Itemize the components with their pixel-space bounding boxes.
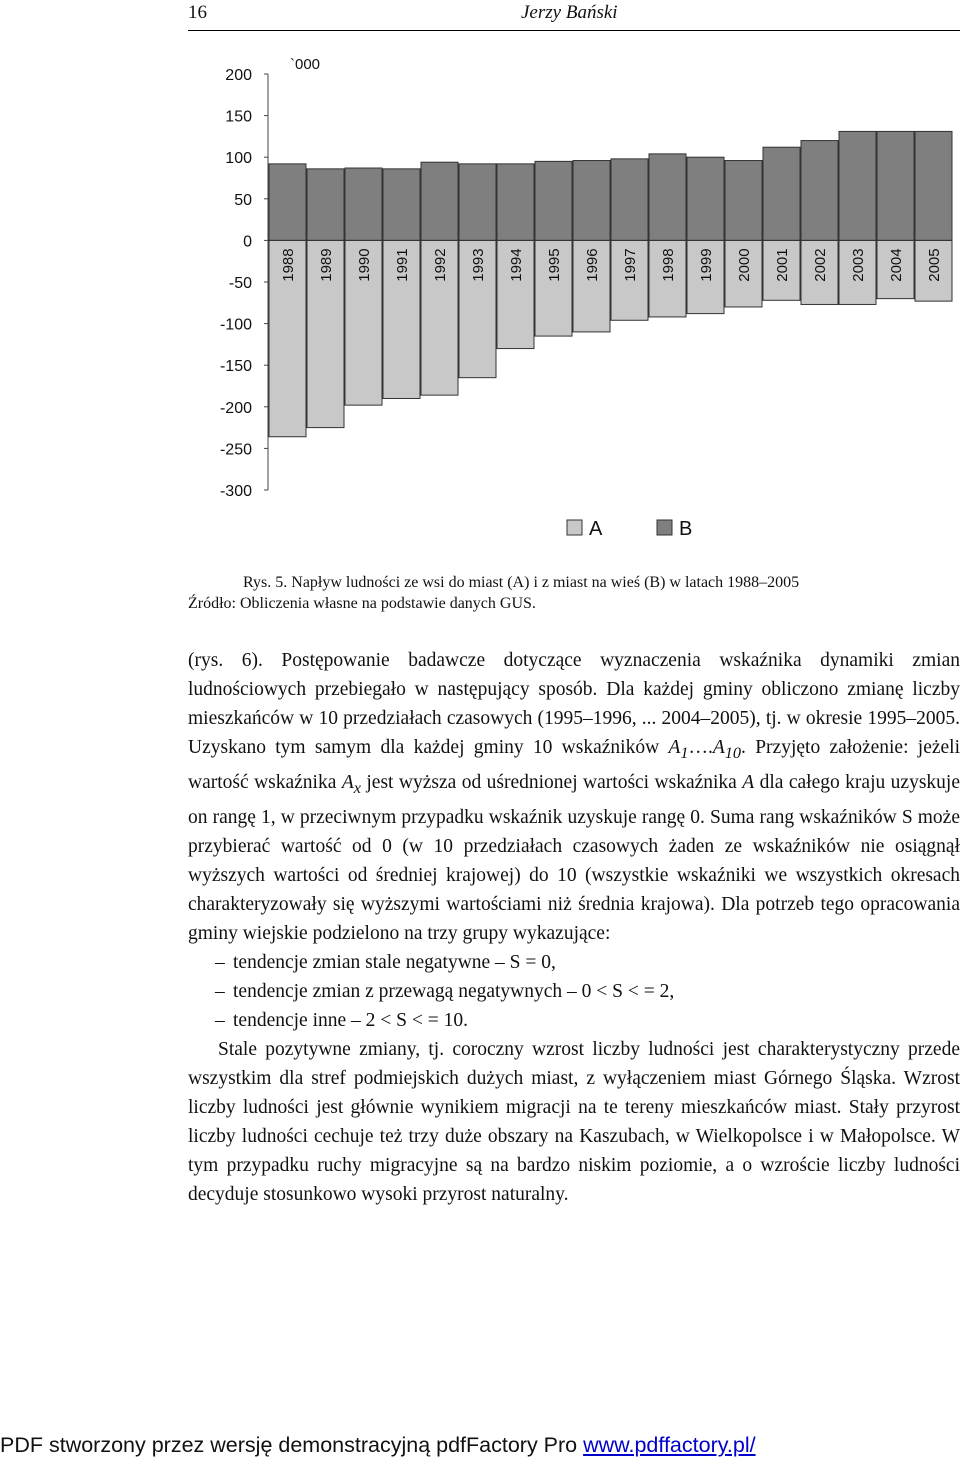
list-item: – tendencje zmian z przewagą negatywnych – 0 < S < = 2, [215,980,675,1002]
x-tick-label: 1990 [356,248,373,282]
x-tick-label: 1996 [584,248,601,282]
x-tick-label: 2001 [774,248,791,282]
bar-B-1994 [497,164,534,241]
bar-B-1999 [687,157,724,240]
x-tick-label: 2002 [812,248,829,282]
bar-B-1998 [649,154,686,241]
x-tick-label: 1992 [432,248,449,282]
page-number: 16 [188,2,207,23]
bar-B-1993 [459,164,496,241]
running-head-author: Jerzy Bański [521,2,618,23]
legend-label-A: A [589,518,603,540]
bar-B-2000 [725,161,762,241]
x-tick-label: 2005 [926,248,943,282]
legend-swatch-B [657,520,672,535]
x-tick-label: 2000 [736,248,753,282]
bar-B-1992 [421,162,458,240]
bar-B-1996 [573,161,610,241]
caption-source: Źródło: Obliczenia własne na podstawie danych GUS. [188,595,536,612]
group-list [188,948,960,1035]
bar-B-1995 [535,161,572,240]
list-item: – tendencje inne – 2 < S < = 10. [215,1009,468,1031]
y-tick-label: -200 [219,399,252,417]
body-text [188,646,960,1209]
unit-label: `000 [290,56,321,73]
x-tick-label: 2003 [850,248,867,282]
paragraph-1: (rys. 6). Postępowanie badawcze dotyczące wyznaczenia wskaźnika dynamiki zmian ludnościowych przebiegało w następujący sposób. Dla każdej gminy obliczono zmianę liczby mieszkańców w 10 przedziałach czasowych (1995–1996, ... 2004–2005), tj. w okresie 1995–2005. Uzyskano tym samym dla każdej gminy 10 wskaźników $A_1\dots.A_{10}$. Przyjęto założenie: jeżeli wartość wskaźnika $A_x$ jest wyższa od uśrednionej wartości wskaźnika A dla całego kraju uzyskuje on rangę 1, w przeciwnym przypadku wskaźnik uzyskuje rangę 0. Suma rang wskaźników S może przybierać wartość od 0 (w 10 przedziałach czasowych żaden ze wskaźników nie osiągnął wyższych wartości od średniej krajowej) do 10 (wszystkie wskaźniki we wszystkich okresach charakteryzowały się wyższymi wartościami niż średnia krajowa). Dla potrzeb tego opracowania gminy wiejskie podzielono na trzy grupy wykazujące: [188,650,960,944]
bar-B-1988 [269,164,306,241]
bar-B-2005 [915,131,952,240]
x-tick-label: 1999 [698,248,715,282]
bar-B-2002 [801,141,838,241]
y-tick-label: 100 [225,150,252,168]
bar-B-2001 [763,147,800,240]
caption-title: Rys. 5. Napływ ludności ze wsi do miast (A) i z miast na wieś (B) w latach 1988–2005 [243,574,800,591]
x-tick-label: 1993 [470,248,487,282]
y-tick-label: 0 [243,233,252,251]
bar-B-1989 [307,169,344,241]
legend-swatch-A [567,520,582,535]
page-header [188,0,960,31]
bar-B-2004 [877,131,914,240]
y-tick-label: -250 [219,441,252,459]
bar-B-1990 [345,168,382,240]
legend-label-B: B [679,518,693,540]
migration-bar-chart [200,45,960,570]
y-tick-label: -100 [219,316,252,334]
x-tick-label: 1991 [394,248,411,282]
footer-text: PDF stworzony przez wersję demonstracyjną pdfFactory Pro [0,1433,584,1457]
paragraph-2: Stale pozytywne zmiany, tj. coroczny wzrost liczby ludności jest charakterystyczny przede wszystkim dla stref podmiejskich dużych miast, z wyłączeniem miast Górnego Śląska. Wzrost liczby ludności jest głównie wynikiem migracji na te tereny mieszkańców miast. Stały przyrost liczby ludności cechuje też trzy duże obszary na Kaszubach, w Wielkopolsce i w Małopolsce. W tym przypadku ruchy migracyjne są na bardzo niskim poziomie, a o wzroście liczby ludności decyduje stosunkowo wysoki przyrost naturalny. [188,1038,960,1205]
footer-link[interactable]: www.pdffactory.pl/ [583,1433,756,1457]
x-tick-label: 1997 [622,248,639,282]
x-tick-label: 1989 [318,248,335,282]
list-item: – tendencje zmian stale negatywne – S = 0, [215,951,556,973]
y-tick-label: 200 [225,67,252,84]
y-tick-label: -300 [219,483,252,500]
bar-B-2003 [839,131,876,240]
x-tick-label: 1995 [546,248,563,282]
y-tick-label: -50 [228,275,252,292]
y-tick-label: 150 [225,108,252,126]
x-tick-label: 2004 [888,248,905,282]
x-tick-label: 1994 [508,248,525,282]
bar-B-1997 [611,159,648,241]
x-tick-label: 1988 [280,248,297,282]
figure-caption [188,572,960,614]
x-tick-label: 1998 [660,248,677,282]
pdf-footer [0,1433,756,1458]
bar-B-1991 [383,169,420,241]
y-tick-label: -150 [219,358,252,376]
y-tick-label: 50 [234,191,252,209]
